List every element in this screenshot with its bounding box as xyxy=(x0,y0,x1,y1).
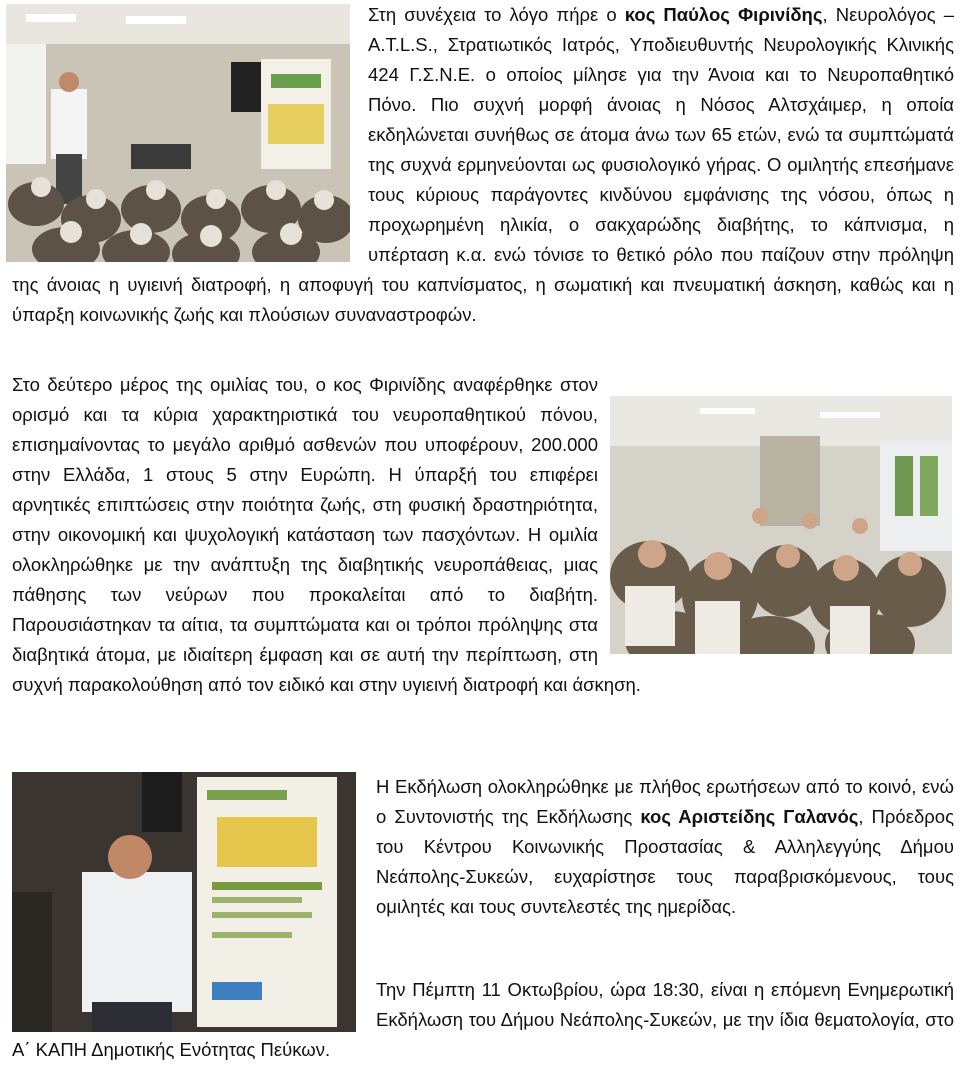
paragraph-body: , Πρόεδρος του Κέντρου Κοινωνικής Προστασίας & Αλληλεγγύης Δήμου Νεάπολης-Συκεών, ευχαρίστησε τους παραβρισκόμενους, τους ομιλητές και τους συντελεστές της ημερίδας. xyxy=(376,806,954,917)
paragraph-body: , Νευρολόγος – A.T.L.S., Στρατιωτικός Ιατρός, Υποδιευθυντής Νευρολογικής Κλινικής 424 Γ.Σ.Ν.Ε. ο οποίος μίλησε για την Άνοια και το Νευροπαθητικό Πόνο. Πιο συχνή μορφή άνοιας η Νόσος Αλτσχάιμερ, η οποία εκδηλώνεται συνήθως σε άτομα άνω των 65 ετών, ενώ τα συμπτώματά της συχνά ερμηνεύονται ως φυσιολογικό γήρας. Ο ομιλητής επεσήμανε τους κύριους παράγοντες κινδύνου εμφάνισης της νόσου, όπως η προχωρημένη ηλικία, ο σακχαρώδης διαβήτης, το κάπνισμα, η υπέρταση κ.α. ενώ τόνισε το θετικό ρόλο που παίζουν στην πρόληψη της άνοιας η υγιεινή διατροφή, η αποφυγή του καπνίσματος, η σωματική και πνευματική άσκηση, καθώς και η ύπαρξη κοινωνικής ζωής και πλούσιων συναναστροφών. xyxy=(12,4,954,325)
float-spacer xyxy=(12,0,368,266)
paragraph-body: Στο δεύτερο μέρος της ομιλίας του, ο κος Φιρινίδης αναφέρθηκε στον ορισμό και τα κύρια χαρακτηριστικά του νευροπαθητικού πόνου, επισημαίνοντας το μεγάλο αριθμό ασθενών που υποφέρουν, 200.000 στην Ελλάδα, 1 στους 5 στην Ευρώπη. Η ύπαρξή του επιφέρει αρνητικές επιπτώσεις στην ποιότητα ζωής, στη φυσική δραστηριότητα, στην οικονομική και ψυχολογική κατάσταση των πασχόντων. Η ομιλία ολοκληρώθηκε με την ανάπτυξη της διαβητικής νευροπάθειας, μιας πάθησης των νεύρων που προκαλείται από το διαβήτη. Παρουσιάστηκαν τα αίτια, τα συμπτώματα και οι τρόποι πρόληψης στα διαβητικά άτομα, με ιδιαίτερη έμφαση και σε αυτή την περίπτωση, στη συχνή παρακολούθηση από τον ειδικό και στην υγιεινή διατροφή και άσκηση. xyxy=(12,374,641,695)
speaker-name: κος Παύλος Φιρινίδης xyxy=(624,4,823,25)
paragraph-lead: Η Εκδήλωση ολοκληρώθηκε με πλήθος ερωτήσεων από το κοινό, ενώ ο Συντονιστής της Εκδήλωσης xyxy=(376,776,954,827)
paragraph-speaker-dementia xyxy=(12,0,954,330)
paragraph-body: Την Πέμπτη 11 Οκτωβρίου, ώρα 18:30, είναι η επόμενη Ενημερωτική Εκδήλωση του Δήμου Νεάπολης-Συκεών, με την ίδια θεματολογία, στο Α΄ ΚΑΠΗ Δημοτικής Ενότητας Πεύκων. xyxy=(12,979,954,1060)
paragraph-lead: Στη συνέχεια το λόγο πήρε ο xyxy=(368,4,625,25)
paragraph-neuropathic-pain xyxy=(12,370,954,700)
paragraph-next-event xyxy=(12,975,954,1065)
float-spacer xyxy=(598,370,954,656)
float-spacer xyxy=(12,975,376,1031)
coordinator-name: κος Αριστείδης Γαλανός xyxy=(640,806,859,827)
